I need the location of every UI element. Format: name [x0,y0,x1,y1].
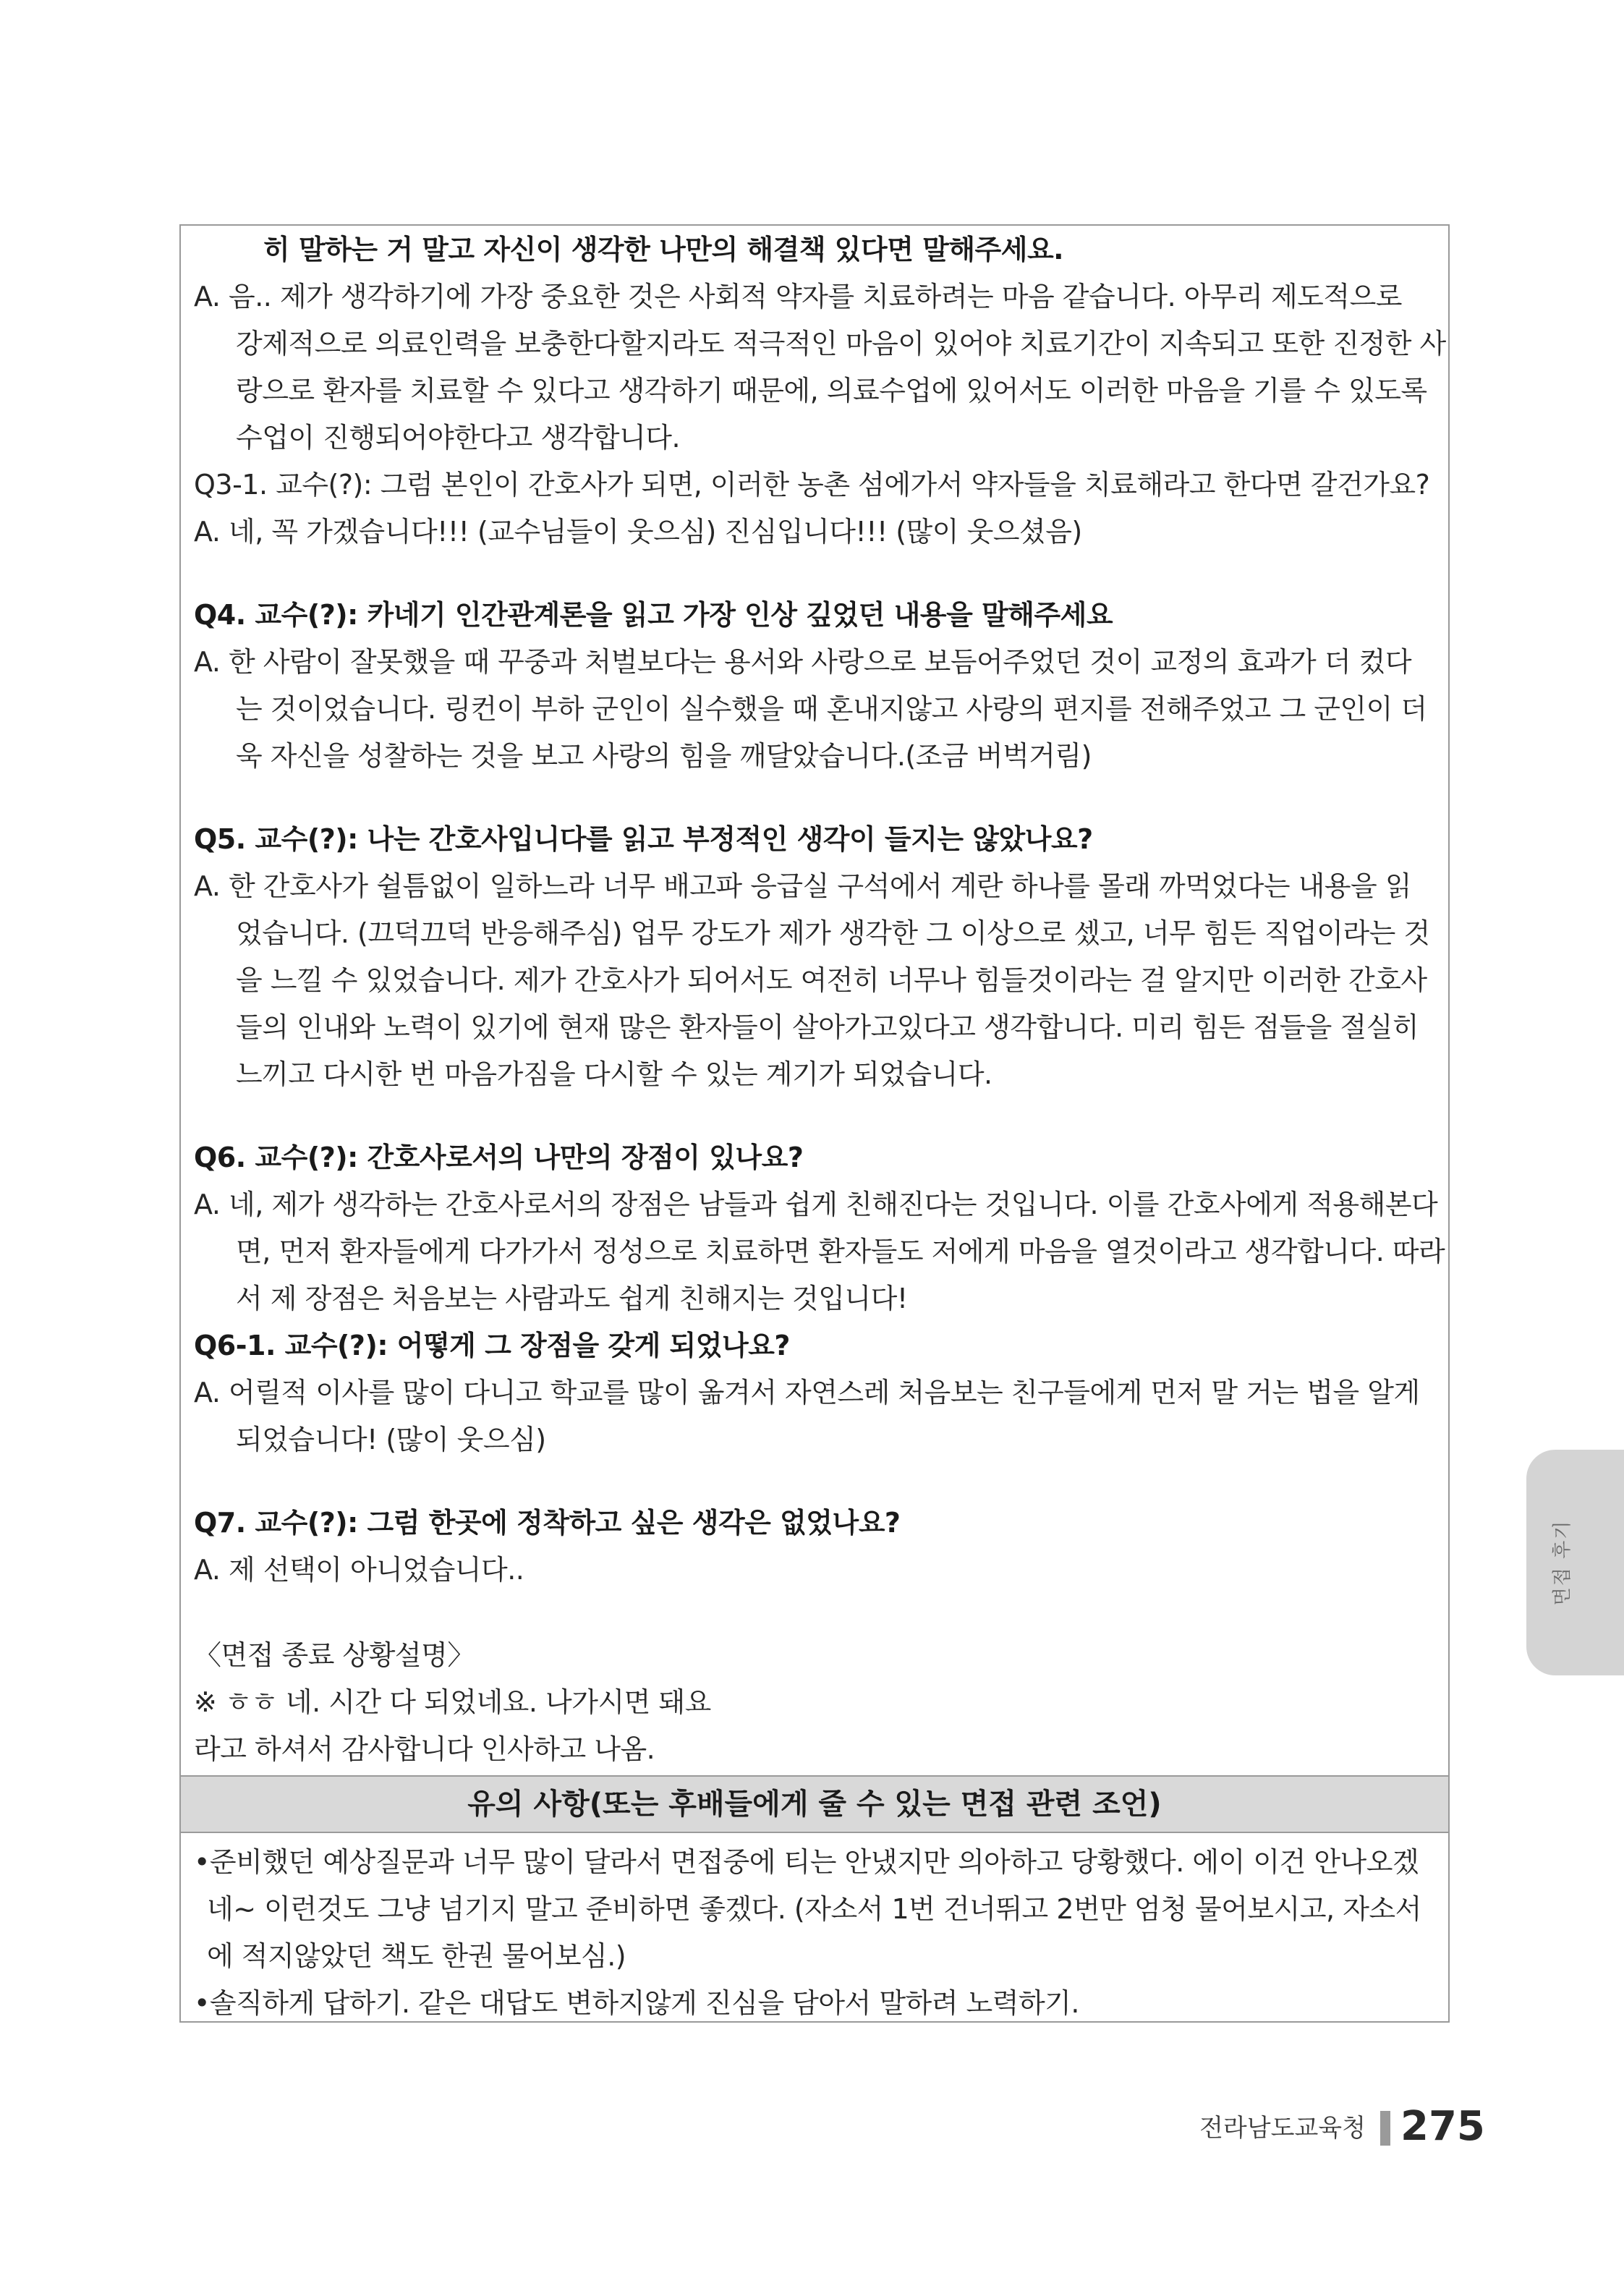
question-heading: Q5. 교수(?): 나는 간호사입니다를 읽고 부정적인 생각이 들지는 않았나요? [194,823,1093,855]
question-heading: Q7. 교수(?): 그럼 한곳에 정착하고 싶은 생각은 없었나요? [194,1507,901,1539]
text-line: A. 어릴적 이사를 많이 다니고 학교를 많이 옮겨서 자연스레 처음보는 친구들에게 먼저 말 거는 법을 알게 [194,1377,1420,1408]
text-line: A. 네, 제가 생각하는 간호사로서의 장점은 남들과 쉽게 친해진다는 것입니다. 이를 간호사에게 적용해본다 [194,1189,1438,1220]
text-line: 들의 인내와 노력이 있기에 현재 많은 환자들이 살아가고있다고 생각합니다. 미리 힘든 점들을 절실히 [236,1011,1419,1043]
text-line: A. 한 간호사가 쉴틈없이 일하느라 너무 배고파 응급실 구석에서 계란 하나를 몰래 까먹었다는 내용을 읽 [194,870,1412,902]
advice-line: •준비했던 예상질문과 너무 많이 달라서 면접중에 티는 안냈지만 의아하고 당황했다. 에이 이건 안나오겠 [194,1846,1419,1878]
side-tab-label: 면접 후기 [1552,1519,1573,1606]
text-line: 랑으로 환자를 치료할 수 있다고 생각하기 때문에, 의료수업에 있어서도 이러한 마음을 기를 수 있도록 [236,375,1427,407]
footer-divider [1380,2111,1390,2146]
text-line: 수업이 진행되어야한다고 생각합니다. [236,422,681,454]
text-line: 는 것이었습니다. 링컨이 부하 군인이 실수했을 때 혼내지않고 사랑의 편지를 전해주었고 그 군인이 더 [236,693,1427,725]
advice-line: 에 적지않았던 책도 한권 물어보심.) [207,1940,626,1972]
advice-line: •솔직하게 답하기. 같은 대답도 변하지않게 진심을 담아서 말하려 노력하기. [194,1987,1079,2019]
text-line: Q3-1. 교수(?): 그럼 본인이 간호사가 되면, 이러한 농촌 섬에가서 약자들을 치료해라고 한다면 갈건가요? [194,469,1430,501]
text-line: A. 제 선택이 아니었습니다.. [194,1554,524,1586]
text-line: 면, 먼저 환자들에게 다가가서 정성으로 치료하면 환자들도 저에게 마음을 열것이라고 생각합니다. 따라 [236,1236,1445,1267]
text-line: A. 음.. 제가 생각하기에 가장 중요한 것은 사회적 약자를 치료하려는 마음 같습니다. 아무리 제도적으로 [194,281,1402,313]
text-line: 욱 자신을 성찰하는 것을 보고 사랑의 힘을 깨달았습니다.(조금 버벅거림) [236,740,1092,772]
advice-header: 유의 사항(또는 후배들에게 줄 수 있는 면접 관련 조언) [467,1788,1162,1821]
text-line: 라고 하셔서 감사합니다 인사하고 나옴. [194,1733,655,1765]
text-line: 〈면접 종료 상황설명〉 [194,1639,475,1671]
text-line: ※ ㅎㅎ 네. 시간 다 되었네요. 나가시면 돼요 [194,1686,711,1718]
text-line: 히 말하는 거 말고 자신이 생각한 나만의 해결책 있다면 말해주세요. [263,234,1064,265]
text-line: 느끼고 다시한 번 마음가짐을 다시할 수 있는 계기가 되었습니다. [236,1058,992,1090]
text-line: 되었습니다! (많이 웃으심) [236,1424,546,1455]
page-number: 275 [1400,2103,1485,2150]
advice-line: 네~ 이런것도 그냥 넘기지 말고 준비하면 좋겠다. (자소서 1번 건너뛰고 2번만 엄청 물어보시고, 자소서 [207,1893,1421,1925]
question-heading: Q4. 교수(?): 카네기 인간관계론을 읽고 가장 인상 깊었던 내용을 말해주세요 [194,599,1113,631]
footer-organization: 전라남도교육청 [1199,2114,1366,2143]
text-line: 강제적으로 의료인력을 보충한다할지라도 적극적인 마음이 있어야 치료기간이 지속되고 또한 진정한 사 [236,328,1446,360]
text-line: 서 제 장점은 처음보는 사람과도 쉽게 친해지는 것입니다! [236,1283,908,1314]
text-line: 을 느낄 수 있었습니다. 제가 간호사가 되어서도 여전히 너무나 힘들것이라는 걸 알지만 이러한 간호사 [236,964,1427,996]
text-line: A. 한 사람이 잘못했을 때 꾸중과 처벌보다는 용서와 사랑으로 보듬어주었던 것이 교정의 효과가 더 컸다 [194,646,1412,678]
text-line: A. 네, 꼭 가겠습니다!!! (교수님들이 웃으심) 진심입니다!!! (많이 웃으셨음) [194,516,1082,548]
question-heading: Q6. 교수(?): 간호사로서의 나만의 장점이 있나요? [194,1142,804,1173]
text-line: 었습니다. (끄덕끄덕 반응해주심) 업무 강도가 제가 생각한 그 이상으로 셌고, 너무 힘든 직업이라는 것 [236,917,1430,949]
question-heading: Q6-1. 교수(?): 어떻게 그 장점을 갖게 되었나요? [194,1330,790,1361]
